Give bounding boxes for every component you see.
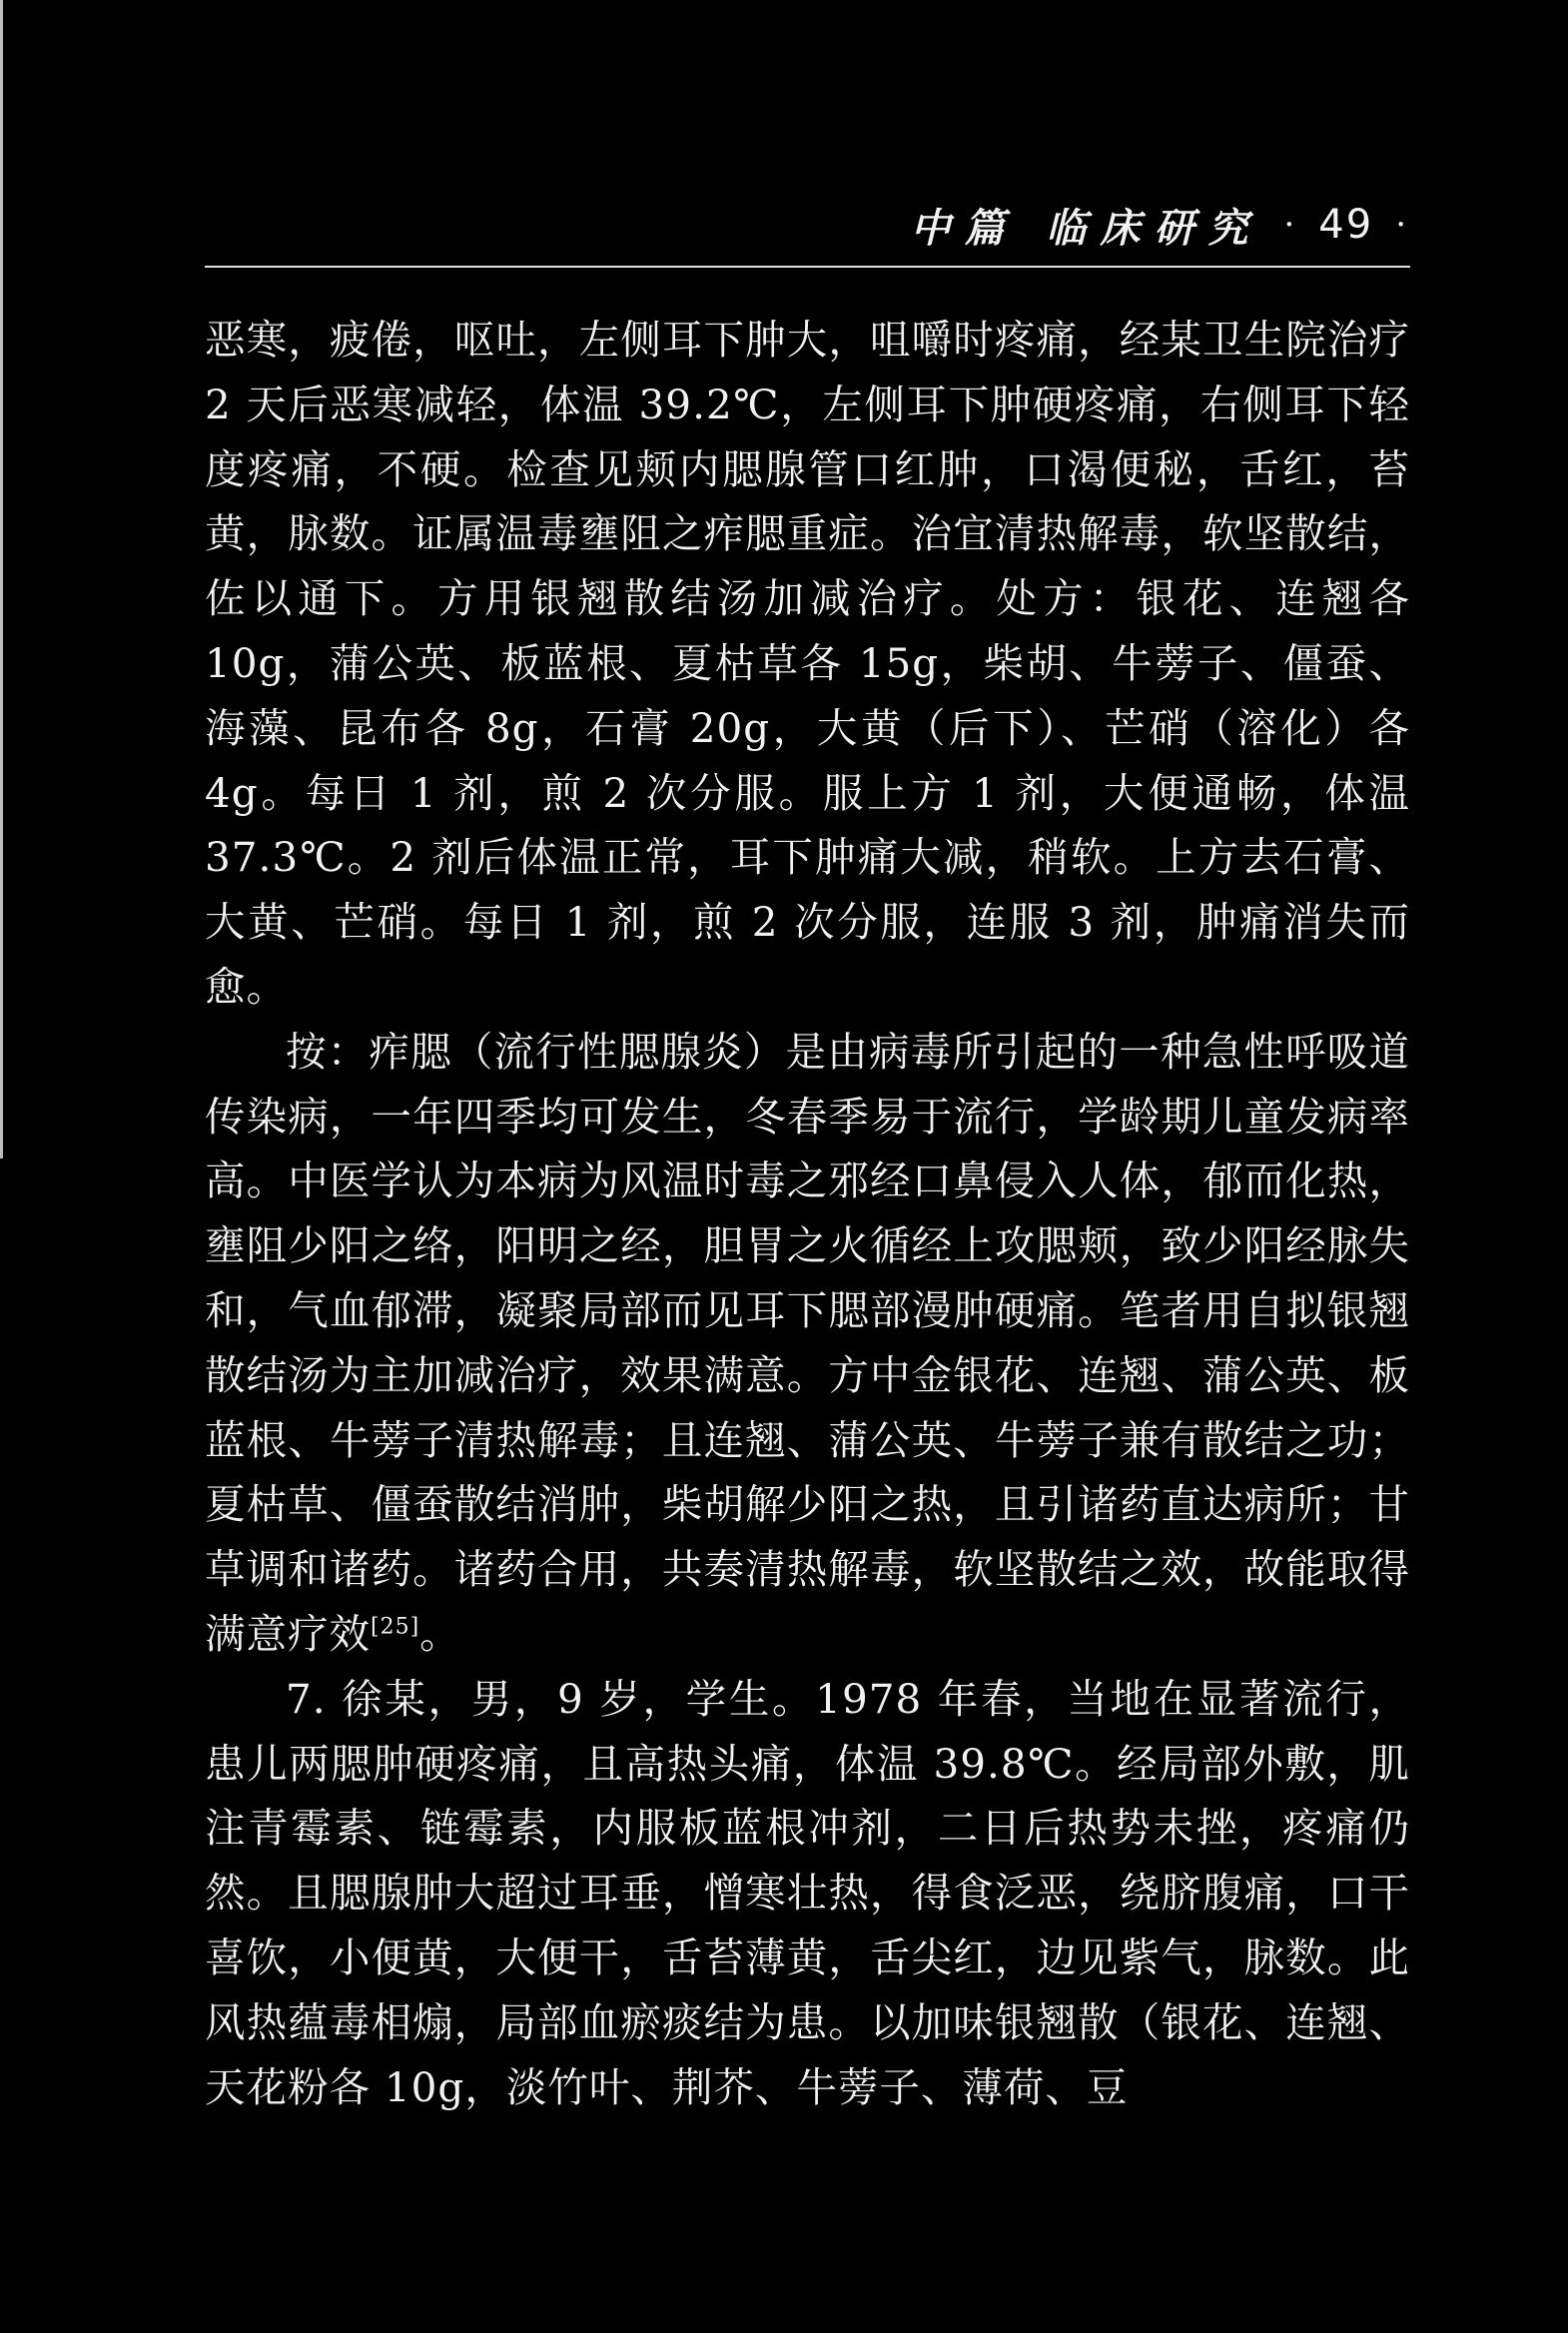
page-number: 49 <box>1318 202 1374 248</box>
body-text <box>205 308 1410 2119</box>
paragraph-case-7: 7. 徐某，男，9 岁，学生。1978 年春，当地在显著流行，患儿两腮肿硬疼痛，且高热头痛，体温 39.8℃。经局部外敷，肌注青霉素、链霉素，内服板蓝根冲剂，二日后热势未挫，疼痛仍然。且腮腺肿大超过耳垂，憎寒壮热，得食泛恶，绕脐腹痛，口干喜饮，小便黄，大便干，舌苔薄黄，舌尖红，边见紫气，脉数。此风热蕴毒相煽，局部血瘀痰结为患。以加味银翘散（银花、连翘、天花粉各 10g，淡竹叶、荆芥、牛蒡子、薄荷、豆 <box>205 1674 1410 2111</box>
commentary-text: 按：痄腮（流行性腮腺炎）是由病毒所引起的一种急性呼吸道传染病，一年四季均可发生，冬春季易于流行，学龄期儿童发病率高。中医学认为本病为风温时毒之邪经口鼻侵入人体，郁而化热，壅阻少阳之络，阳明之经，胆胃之火循经上攻腮颊，致少阳经脉失和，气血郁滞，凝聚局部而见耳下腮部漫肿硬痛。笔者用自拟银翘散结汤为主加减治疗，效果满意。方中金银花、连翘、蒲公英、板蓝根、牛蒡子清热解毒；且连翘、蒲公英、牛蒡子兼有散结之功；夏枯草、僵蚕散结消肿，柴胡解少阳之热，且引诸药直达病所；甘草调和诸药。诸药合用，共奏清热解毒，软坚散结之效，故能取得满意疗效 <box>205 1027 1410 1658</box>
citation-mark: [25] <box>371 1614 420 1640</box>
paragraph-case-continuation: 恶寒，疲倦，呕吐，左侧耳下肿大，咀嚼时疼痛，经某卫生院治疗 2 天后恶寒减轻，体温 39.2℃，左侧耳下肿硬疼痛，右侧耳下轻度疼痛，不硬。检查见颊内腮腺管口红肿，口渴便秘，舌红，苔黄，脉数。证属温毒壅阻之痄腮重症。治宜清热解毒，软坚散结，佐以通下。方用银翘散结汤加减治疗。处方：银花、连翘各 10g，蒲公英、板蓝根、夏枯草各 15g，柴胡、牛蒡子、僵蚕、海藻、昆布各 8g，石膏 20g，大黄（后下）、芒硝（溶化）各 4g。每日 1 剂，煎 2 次分服。服上方 1 剂，大便通畅，体温 37.3℃。2 剂后体温正常，耳下肿痛大减，稍软。上方去石膏、大黄、芒硝。每日 1 剂，煎 2 次分服，连服 3 剂，肿痛消失而愈。 <box>205 316 1410 1011</box>
page-edge-shadow <box>0 0 3 1159</box>
section-title: 中篇 临床研究 <box>910 204 1262 252</box>
paragraph-commentary <box>205 1020 1410 1667</box>
header-dot-right: · <box>1395 205 1408 245</box>
header-rule <box>205 266 1410 268</box>
commentary-end: 。 <box>419 1609 461 1658</box>
header-dot-left: · <box>1283 205 1297 245</box>
running-header <box>911 196 1408 254</box>
